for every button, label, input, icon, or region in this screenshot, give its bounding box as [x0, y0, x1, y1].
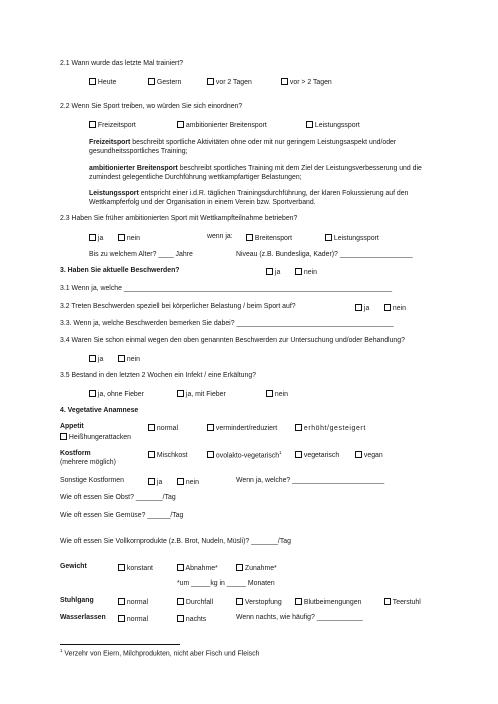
checkbox[interactable]	[306, 121, 313, 128]
option-ovolakto[interactable]: ovolakto-vegetarisch$^1$	[207, 451, 282, 460]
obst-field[interactable]: Wie oft essen Sie Obst? _______/Tag	[60, 494, 176, 501]
checkbox[interactable]	[89, 355, 96, 362]
wasserlassen-haeufigkeit-field[interactable]: Wenn nachts, wie häufig? ____________	[236, 614, 363, 621]
welche-field[interactable]: Wenn ja, welche? ________________________	[236, 477, 385, 484]
option-normal[interactable]: normal	[118, 598, 148, 607]
section-3-heading: 3. Haben Sie aktuelle Beschwerden?	[60, 267, 180, 274]
option-normal[interactable]: normal	[118, 615, 148, 624]
appetit-label: Appetit	[60, 423, 84, 430]
question-3-5: 3.5 Bestand in den letzten 2 Wochen ein Infekt / eine Erkältung?	[60, 372, 257, 379]
definition-breitensport: ambitionierter Breitensport beschreibt sportliches Training mit dem Ziel der Leistungsverbesserung und die zumindest gelegentliche Durchführung wettkampfartiger Belastungen;	[89, 165, 422, 182]
question-3-2: 3.2 Treten Beschwerden speziell bei körperlicher Belastung / beim Sport auf?	[60, 303, 296, 310]
option-ja[interactable]: ja	[355, 304, 369, 313]
gewicht-note[interactable]: *um _____kg in _____ Monaten	[177, 580, 275, 587]
option-freizeitsport[interactable]: Freizeitsport	[89, 121, 136, 130]
checkbox[interactable]	[266, 390, 273, 397]
option-nein[interactable]: nein	[118, 234, 140, 243]
question-3-4: 3.4 Waren Sie schon einmal wegen den oben genannten Beschwerden zur Untersuchung und/oder Behandlung?	[60, 337, 405, 344]
checkbox[interactable]	[118, 564, 125, 571]
definition-leistungssport: Leistungssport entspricht einer i.d.R. täglichen Trainingsdurchführung, der klaren Fokussierung auf den Wettkampferfolg und der Organisation in einem Verein bzw. Sportverband.	[89, 190, 409, 207]
question-3-3[interactable]: 3.3. Wenn ja, welche Beschwerden bemerken Sie dabei? _________________________________________	[60, 320, 394, 327]
option-normal[interactable]: normal	[148, 424, 178, 433]
kostform-label: Kostform	[60, 450, 91, 457]
gewicht-label: Gewicht	[60, 563, 87, 570]
checkbox[interactable]	[295, 424, 302, 431]
option-gestern[interactable]: Gestern	[148, 78, 181, 87]
checkbox[interactable]	[207, 78, 214, 85]
footnote: $^1$ Verzehr von Eiern, Milchprodukten, nicht aber Fisch und Fleisch	[60, 648, 260, 658]
checkbox[interactable]	[118, 598, 125, 605]
checkbox[interactable]	[295, 268, 302, 275]
option-ja[interactable]: ja	[266, 268, 280, 277]
gemuese-field[interactable]: Wie oft essen Sie Gemüse? ______/Tag	[60, 512, 184, 519]
checkbox[interactable]	[246, 234, 253, 241]
option-heute[interactable]: Heute	[89, 78, 116, 87]
checkbox[interactable]	[89, 121, 96, 128]
bis-alter-field[interactable]: Bis zu welchem Alter? ____ Jahre	[89, 251, 193, 258]
checkbox[interactable]	[281, 78, 288, 85]
option-ja-mit-fieber[interactable]: ja, mit Fieber	[177, 390, 226, 399]
checkbox[interactable]	[148, 451, 155, 458]
section-4-heading: 4. Vegetative Anamnese	[60, 407, 139, 414]
option-ja-ohne-fieber[interactable]: ja, ohne Fieber	[89, 390, 144, 399]
checkbox[interactable]	[384, 304, 391, 311]
option-ja[interactable]: ja	[89, 355, 103, 364]
wasserlassen-label: Wasserlassen	[60, 614, 106, 621]
vollkorn-field[interactable]: Wie oft essen Sie Vollkornprodukte (z.B. Brot, Nudeln, Müsli)? _______/Tag	[60, 538, 291, 545]
option-nein[interactable]: nein	[177, 478, 199, 487]
definition-freizeitsport: Freizeitsport beschreibt sportliche Aktivitäten ohne oder mit nur geringem Leistungsaspekt und/oder gesundheitssportliches Training;	[89, 139, 397, 156]
checkbox[interactable]	[60, 433, 67, 440]
option-vegan[interactable]: vegan	[355, 451, 383, 460]
checkbox[interactable]	[89, 234, 96, 241]
checkbox[interactable]	[177, 390, 184, 397]
question-3-1[interactable]: 3.1 Wenn ja, welche ______________________________________________________________________	[60, 285, 393, 292]
question-2-3: 2.3 Haben Sie früher ambitionierten Sport mit Wettkampfteilnahme betrieben?	[60, 215, 298, 222]
checkbox[interactable]	[177, 478, 184, 485]
checkbox[interactable]	[89, 390, 96, 397]
checkbox[interactable]	[148, 424, 155, 431]
checkbox[interactable]	[118, 615, 125, 622]
checkbox[interactable]	[118, 355, 125, 362]
niveau-field[interactable]: Niveau (z.B. Bundesliga, Kader)? ___________________	[236, 251, 413, 258]
checkbox[interactable]	[177, 598, 184, 605]
checkbox[interactable]	[177, 121, 184, 128]
option-durchfall[interactable]: Durchfall	[177, 598, 213, 607]
checkbox[interactable]	[355, 304, 362, 311]
checkbox[interactable]	[236, 564, 243, 571]
checkbox[interactable]	[384, 598, 391, 605]
stuhlgang-label: Stuhlgang	[60, 597, 94, 604]
option-ja[interactable]: ja	[89, 234, 103, 243]
option-leistungssport[interactable]: Leistungssport	[306, 121, 360, 130]
option-erhoeht[interactable]: erhöht/gesteigert	[295, 424, 366, 433]
option-teerstuhl[interactable]: Teerstuhl	[384, 598, 421, 607]
kostform-hint: (mehrere möglich)	[60, 459, 116, 466]
checkbox[interactable]	[207, 451, 214, 458]
checkbox[interactable]	[177, 564, 184, 571]
footnote-divider	[60, 644, 180, 645]
checkbox[interactable]	[266, 268, 273, 275]
option-breitensport[interactable]: Breitensport	[246, 234, 292, 243]
option-nein[interactable]: nein	[118, 355, 140, 364]
checkbox[interactable]	[177, 615, 184, 622]
option-nachts[interactable]: nachts	[177, 615, 206, 624]
option-mischkost[interactable]: Mischkost	[148, 451, 188, 460]
checkbox[interactable]	[295, 598, 302, 605]
footnote-ref: 1	[279, 450, 282, 455]
option-vegetarisch[interactable]: vegetarisch	[295, 451, 339, 460]
option-vor-mehr-2-tagen[interactable]: vor > 2 Tagen	[281, 78, 332, 87]
option-verstopfung[interactable]: Verstopfung	[236, 598, 282, 607]
question-2-2: 2.2 Wenn Sie Sport treiben, wo würden Sie sich einordnen?	[60, 103, 243, 110]
checkbox[interactable]	[355, 451, 362, 458]
option-leistungssport-2[interactable]: Leistungssport	[325, 234, 379, 243]
checkbox[interactable]	[236, 598, 243, 605]
option-zunahme[interactable]: Zunahme*	[236, 564, 277, 573]
checkbox[interactable]	[325, 234, 332, 241]
option-nein[interactable]: nein	[384, 304, 406, 313]
option-heisshunger[interactable]: Heißhungerattacken	[60, 433, 131, 442]
checkbox[interactable]	[118, 234, 125, 241]
option-blutbeimengungen[interactable]: Blutbeimengungen	[295, 598, 361, 607]
sonstige-label: Sonstige Kostformen	[60, 477, 124, 484]
question-2-1: 2.1 Wann wurde das letzte Mal trainiert?	[60, 60, 184, 67]
checkbox[interactable]	[89, 78, 96, 85]
wenn-ja-label: wenn ja:	[207, 233, 233, 240]
option-vor-2-tagen[interactable]: vor 2 Tagen	[207, 78, 252, 87]
option-nein[interactable]: nein	[295, 268, 317, 277]
checkbox[interactable]	[295, 451, 302, 458]
option-nein[interactable]: nein	[266, 390, 288, 399]
checkbox[interactable]	[207, 424, 214, 431]
option-ja[interactable]: ja	[148, 478, 162, 487]
checkbox[interactable]	[148, 78, 155, 85]
checkbox[interactable]	[148, 478, 155, 485]
option-ambitionierter-breitensport[interactable]: ambitionierter Breitensport	[177, 121, 267, 130]
option-abnahme[interactable]: Abnahme*	[177, 564, 218, 573]
option-konstant[interactable]: konstant	[118, 564, 153, 573]
option-vermindert[interactable]: vermindert/reduziert	[207, 424, 277, 433]
